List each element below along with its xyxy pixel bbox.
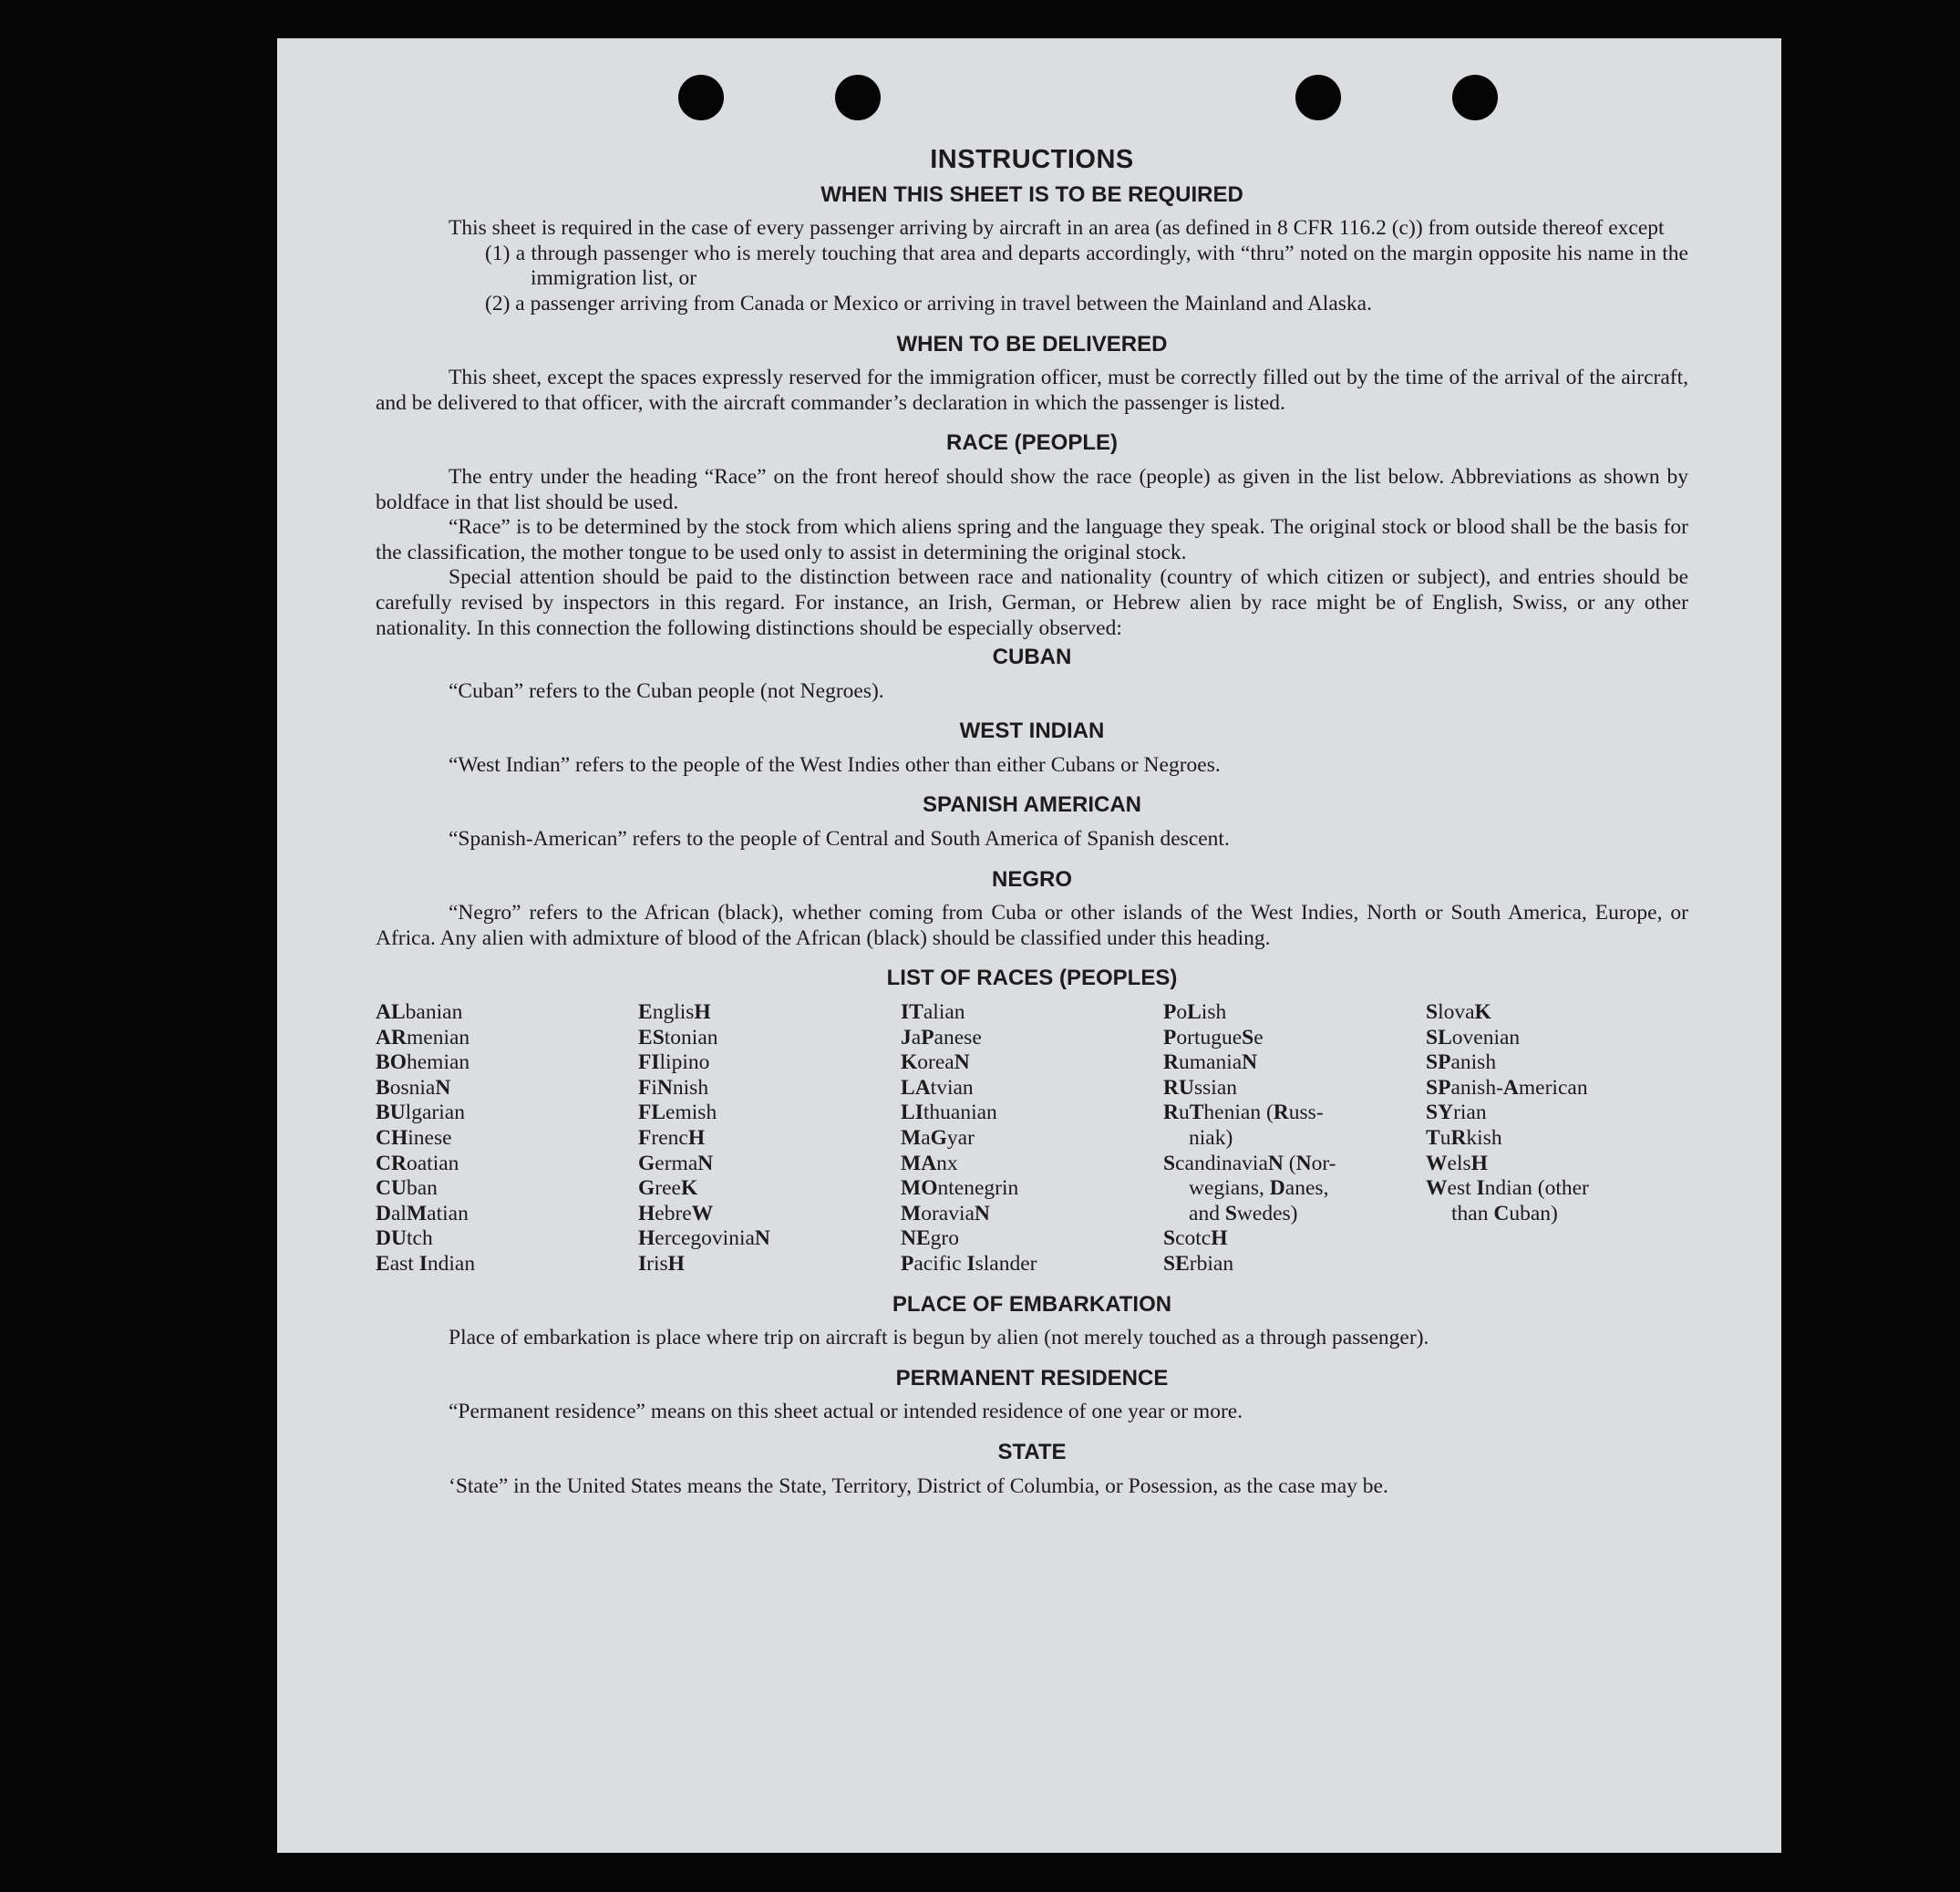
section-heading: CUBAN	[992, 645, 1072, 670]
race-entry: SErbian	[1163, 1251, 1234, 1276]
race-entry: FIlipino	[638, 1050, 710, 1075]
race-entry: FLemish	[638, 1101, 717, 1125]
race-entry: SPanish-American	[1426, 1075, 1588, 1100]
race-entry: MAnx	[901, 1151, 958, 1175]
paragraph: “West Indian” refers to the people of the West Indies other than either Cubans or Negroes.	[449, 752, 1221, 777]
punch-hole	[1452, 75, 1498, 120]
paragraph: ‘State” in the United States means the State, Territory, District of Columbia, or Posession, as the case may be.	[449, 1473, 1388, 1498]
race-entry: HercegoviniaN	[638, 1226, 770, 1251]
section-heading: WEST INDIAN	[959, 719, 1105, 744]
race-entry: ITalian	[901, 1000, 965, 1025]
section-heading: NEGRO	[991, 866, 1072, 892]
race-entry: EnglisH	[638, 1000, 711, 1025]
section-heading: WHEN THIS SHEET IS TO BE REQUIRED	[820, 181, 1243, 207]
race-entry: CRoatian	[376, 1151, 459, 1175]
paragraph: Place of embarkation is place where trip on aircraft is begun by alien (not merely touched as a through passenger).	[449, 1326, 1429, 1350]
race-entry: BUlgarian	[376, 1101, 465, 1125]
races-list	[376, 1000, 1688, 1277]
race-entry: ScotcH	[1163, 1226, 1228, 1251]
race-entry: LIthuanian	[901, 1101, 997, 1125]
punch-hole	[835, 75, 881, 120]
races-heading: LIST OF RACES (PEOPLES)	[886, 966, 1178, 991]
race-entry: NEgro	[901, 1226, 959, 1251]
document-sheet	[277, 38, 1781, 1853]
race-entry: ARmenian	[376, 1025, 470, 1049]
race-entry: SPanish	[1426, 1050, 1497, 1075]
race-entry: Pacific Islander	[901, 1251, 1037, 1276]
race-entry: RuThenian (Russ-	[1163, 1101, 1324, 1125]
race-entry: BOhemian	[376, 1050, 470, 1075]
race-entry: KoreaN	[901, 1050, 970, 1075]
race-entry: MOntenegrin	[901, 1176, 1019, 1201]
race-entry: ScandinaviaN (Nor-	[1163, 1151, 1336, 1175]
paragraph: “Permanent residence” means on this sheet actual or intended residence of one year or more.	[449, 1400, 1243, 1424]
races-column	[1426, 1000, 1688, 1277]
race-entry: West Indian (other	[1426, 1176, 1589, 1201]
race-entry: RumaniaN	[1163, 1050, 1258, 1075]
race-entry: JaPanese	[901, 1025, 982, 1049]
races-column	[376, 1000, 638, 1277]
race-entry: EStonian	[638, 1025, 718, 1049]
paragraph: “Cuban” refers to the Cuban people (not Negroes).	[449, 678, 884, 703]
punch-hole	[678, 75, 724, 120]
document-body	[376, 145, 1688, 1499]
page-title: INSTRUCTIONS	[930, 145, 1134, 174]
race-entry: GreeK	[638, 1176, 698, 1201]
race-entry: PortugueSe	[1163, 1025, 1264, 1049]
section-heading: PERMANENT RESIDENCE	[895, 1365, 1169, 1391]
race-entry: wegians, Danes,	[1189, 1176, 1329, 1201]
section-heading: RACE (PEOPLE)	[945, 430, 1118, 456]
race-entry: IrisH	[638, 1251, 685, 1276]
section-heading: WHEN TO BE DELIVERED	[896, 331, 1168, 357]
race-entry: DUtch	[376, 1226, 433, 1251]
race-entry: TuRkish	[1426, 1126, 1502, 1150]
races-column	[1163, 1000, 1426, 1277]
paragraph: Special attention should be paid to the distinction between race and nationality (country of which citizen or subject), and entries should be carefully revised by inspectors in this regard. For instance, an Irish, German, or Hebrew alien by race might be of English, Swiss, or any other nationality. In this connection the following distinctions should be especially observed:	[376, 565, 1688, 640]
race-entry: SYrian	[1426, 1101, 1487, 1125]
race-entry: CUban	[376, 1176, 438, 1201]
race-entry: PoLish	[1163, 1000, 1227, 1025]
race-entry: MoraviaN	[901, 1201, 990, 1225]
race-entry: RUssian	[1163, 1075, 1237, 1100]
race-entry: niak)	[1189, 1126, 1233, 1150]
section-heading: SPANISH AMERICAN	[922, 792, 1141, 818]
paragraph: This sheet, except the spaces expressly reserved for the immigration officer, must be correctly filled out by the time of the arrival of the aircraft, and be delivered to that officer, with the aircraft commander’s declaration in which the passenger is listed.	[376, 366, 1688, 415]
list-item: (1) a through passenger who is merely touching that area and departs accordingly, with “thru” noted on the margin opposite his name in the immigration list, or	[485, 241, 1688, 291]
race-entry: FiNnish	[638, 1075, 709, 1100]
race-entry: WelsH	[1426, 1151, 1488, 1175]
race-entry: ALbanian	[376, 1000, 463, 1025]
paragraph: The entry under the heading “Race” on the front hereof should show the race (people) as given in the list below. Abbreviations as shown by boldface in that list should be used.	[376, 464, 1688, 514]
race-entry: MaGyar	[901, 1126, 975, 1150]
race-entry: LAtvian	[901, 1075, 974, 1100]
paragraph: This sheet is required in the case of every passenger arriving by aircraft in an area (as defined in 8 CFR 116.2 (c)) from outside thereof except	[449, 216, 1665, 241]
race-entry: BosniaN	[376, 1075, 451, 1100]
race-entry: HebreW	[638, 1201, 714, 1225]
paragraph: “Spanish-American” refers to the people of Central and South America of Spanish descent.	[449, 827, 1230, 852]
race-entry: GermaN	[638, 1151, 714, 1175]
races-column	[638, 1000, 901, 1277]
section-heading: STATE	[997, 1439, 1067, 1464]
race-entry: SlovaK	[1426, 1000, 1491, 1025]
race-entry: DalMatian	[376, 1201, 469, 1225]
paragraph: “Negro” refers to the African (black), whether coming from Cuba or other islands of the West Indies, North or South America, Europe, or Africa. Any alien with admixture of blood of the African (black) should be classified under this heading.	[376, 901, 1688, 950]
races-column	[901, 1000, 1163, 1277]
race-entry: CHinese	[376, 1126, 452, 1150]
section-heading: PLACE OF EMBARKATION	[892, 1291, 1172, 1317]
paragraph: “Race” is to be determined by the stock from which aliens spring and the language they speak. The original stock or blood shall be the basis for the classification, the mother tongue to be used only to assist in determining the original stock.	[376, 515, 1688, 564]
race-entry: East Indian	[376, 1251, 476, 1276]
race-entry: than Cuban)	[1451, 1201, 1558, 1225]
race-entry: FrencH	[638, 1126, 706, 1150]
race-entry: SLovenian	[1426, 1025, 1521, 1049]
list-item: (2) a passenger arriving from Canada or Mexico or arriving in travel between the Mainland and Alaska.	[485, 291, 1372, 315]
punch-hole	[1295, 75, 1341, 120]
race-entry: and Swedes)	[1189, 1201, 1298, 1225]
